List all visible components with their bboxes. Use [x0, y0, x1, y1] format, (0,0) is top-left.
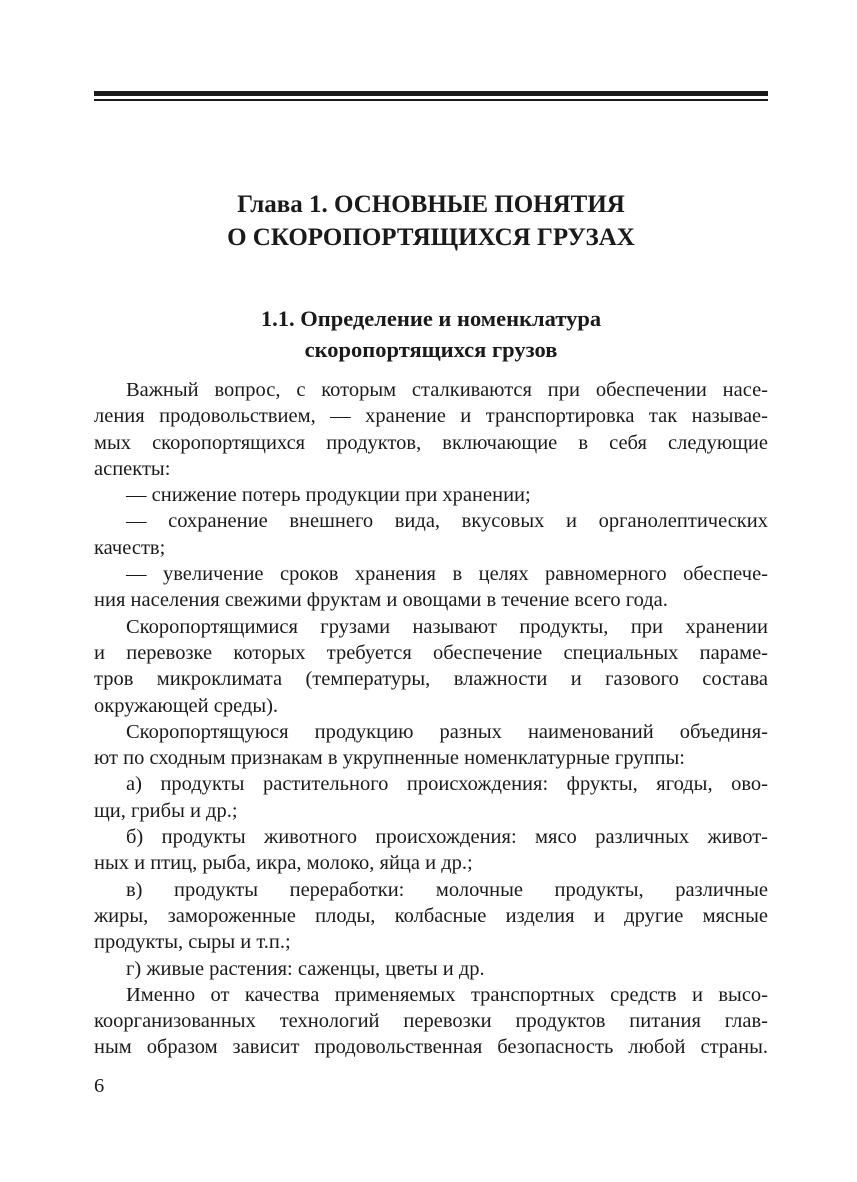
- text-line: Важный вопрос, с которым сталкиваются при обеспечении насе-: [126, 379, 768, 401]
- text-line: Скоропортящуюся продукцию разных наименований объединя-: [126, 720, 768, 743]
- header-rule-thick: [94, 91, 768, 96]
- chapter-title-line-1: Глава 1. ОСНОВНЫЕ ПОНЯТИЯ: [237, 191, 625, 218]
- text-line: ным образом зависит продовольственная безопасность любой страны.: [94, 1036, 768, 1059]
- text-line: ют по сходным признакам в укрупненные номенклатурные группы:: [94, 747, 685, 770]
- text-line: щи, грибы и др.;: [94, 799, 238, 822]
- text-line: и перевозке которых требуется обеспечение специальных параме-: [94, 641, 768, 664]
- text-line: — сохранение внешнего вида, вкусовых и органолептических: [126, 510, 768, 533]
- text-line: Скоропортящимися грузами называют продукты, при хранении: [126, 615, 768, 638]
- chapter-title: [94, 188, 768, 254]
- body-text: [94, 377, 768, 1061]
- text-line: а) продукты растительного происхождения: фрукты, ягоды, ово-: [126, 773, 768, 796]
- text-line: качеств;: [94, 536, 166, 559]
- text-line: б) продукты животного происхождения: мясо различных живот-: [126, 826, 768, 849]
- text-line: ных и птиц, рыба, икра, молоко, яйца и др.;: [94, 852, 473, 875]
- text-line: ния населения свежими фруктам и овощами в течение всего года.: [94, 589, 668, 612]
- text-line: — увеличение сроков хранения в целях равномерного обеспече-: [126, 563, 768, 586]
- chapter-title-line-2: О СКОРОПОРТЯЩИХСЯ ГРУЗАХ: [227, 224, 635, 251]
- section-title: [94, 303, 768, 365]
- text-line: в) продукты переработки: молочные продукты, различные: [126, 878, 768, 901]
- section-title-line-2: скоропортящихся грузов: [304, 337, 558, 362]
- text-line: окружающей среды).: [94, 694, 279, 717]
- text-line: жиры, замороженные плоды, колбасные изделия и другие мясные: [94, 904, 768, 927]
- text-line: — снижение потерь продукции при хранении;: [126, 484, 531, 507]
- page-number: 6: [94, 1075, 105, 1097]
- text-line: ления продовольствием, — хранение и транспортировка так называе-: [94, 405, 768, 428]
- text-line: г) живые растения: саженцы, цветы и др.: [126, 957, 485, 980]
- section-title-line-1: 1.1. Определение и номенклатура: [260, 306, 602, 331]
- text-line: продукты, сыры и т.п.;: [94, 931, 291, 954]
- text-line: мых скоропортящихся продуктов, включающие в себя следующие: [94, 431, 768, 454]
- text-line: Именно от качества применяемых транспортных средств и высо-: [126, 983, 768, 1006]
- text-line: аспекты:: [94, 457, 171, 480]
- text-line: тров микроклимата (температуры, влажности и газового состава: [94, 668, 768, 691]
- text-line: коорганизованных технологий перевозки продуктов питания глав-: [94, 1010, 768, 1033]
- header-rule-thin: [94, 99, 768, 101]
